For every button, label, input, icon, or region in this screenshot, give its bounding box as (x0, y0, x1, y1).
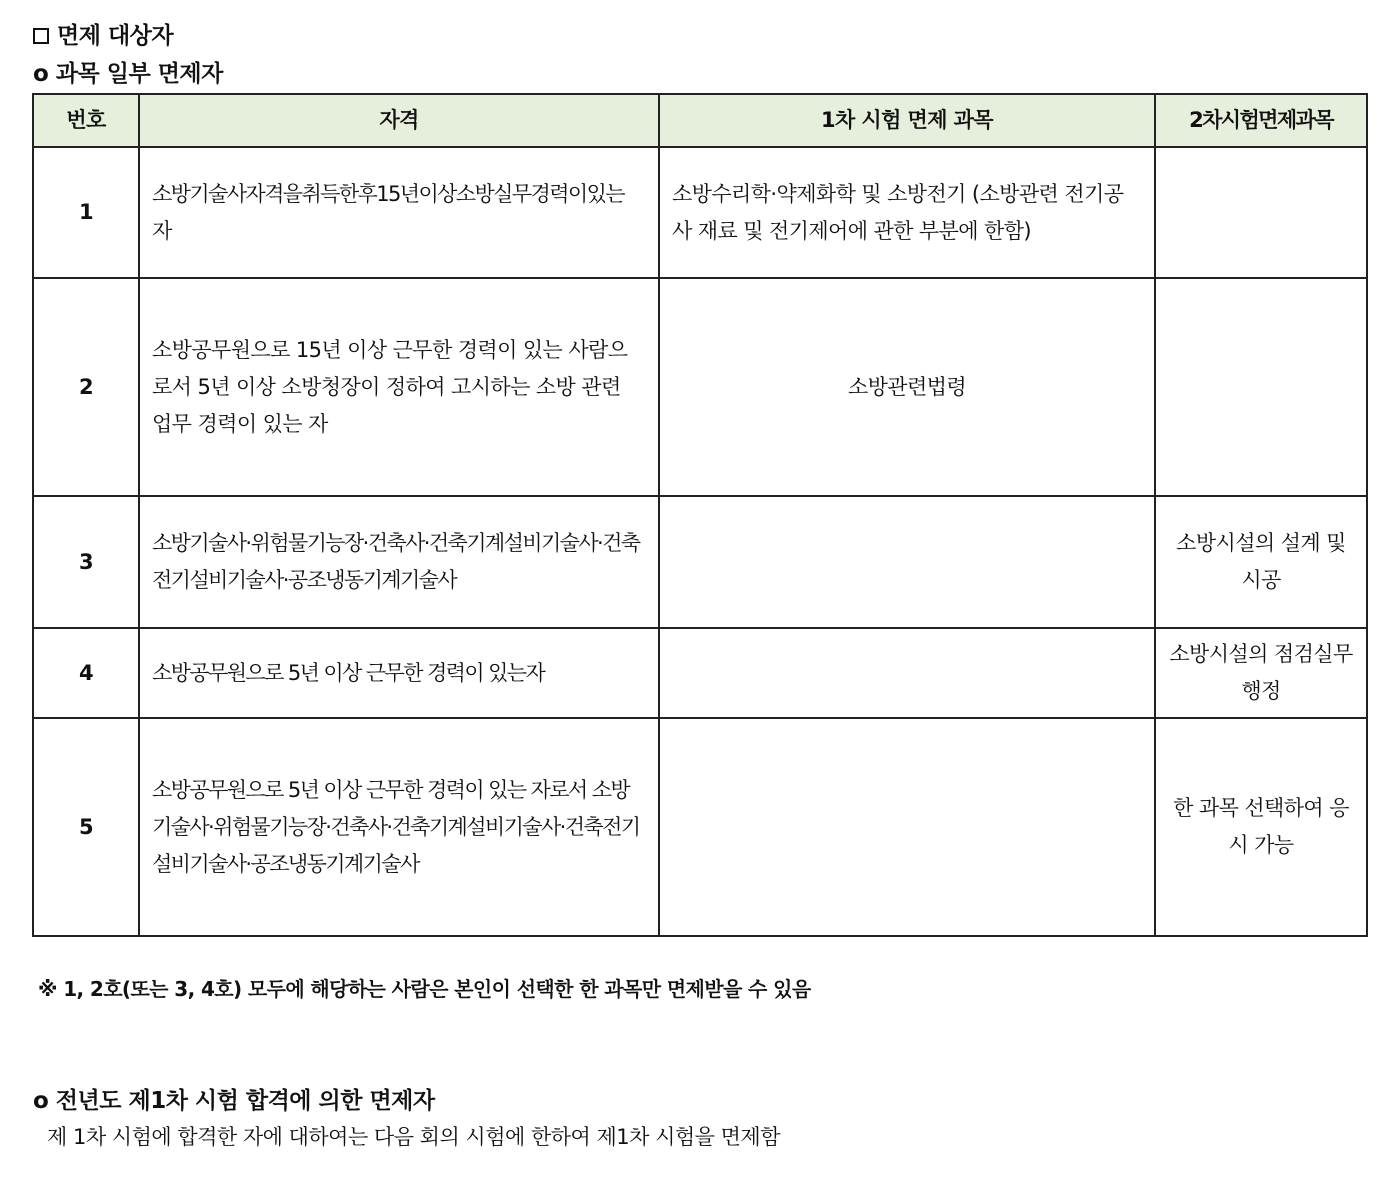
section-title (33, 17, 173, 50)
cell-qualification: 소방공무원으로 15년 이상 근무한 경력이 있는 사람으로서 5년 이상 소방청장이 정하여 고시하는 소방 관련 업무 경력이 있는 자 (139, 278, 659, 496)
cell-no: 4 (33, 628, 139, 718)
cell-second-exam (1155, 147, 1367, 278)
cell-second-exam: 소방시설의 점검실무 행정 (1155, 628, 1367, 718)
cell-second-exam: 소방시설의 설계 및 시공 (1155, 496, 1367, 628)
header-no: 번호 (33, 94, 139, 147)
cell-first-exam: 소방수리학·약제화학 및 소방전기 (소방관련 전기공사 재료 및 전기제어에 관한 부분에 한함) (659, 147, 1155, 278)
table-row (33, 278, 1367, 496)
cell-qualification: 소방기술사자격을취득한후15년이상소방실무경력이있는 자 (139, 147, 659, 278)
checkbox-square-icon (33, 28, 49, 44)
exemption-note: ※ 1, 2호(또는 3, 4호) 모두에 해당하는 사람은 본인이 선택한 한 과목만 면제받을 수 있음 (38, 977, 811, 1001)
cell-first-exam (659, 718, 1155, 936)
header-first-exam: 1차 시험 면제 과목 (659, 94, 1155, 147)
table-row (33, 496, 1367, 628)
table-row (33, 718, 1367, 936)
cell-first-exam: 소방관련법령 (659, 278, 1155, 496)
table-row (33, 628, 1367, 718)
subsection-body-text: 제 1차 시험에 합격한 자에 대하여는 다음 회의 시험에 한하여 제1차 시험을 면제함 (47, 1125, 780, 1149)
cell-first-exam (659, 628, 1155, 718)
cell-no: 2 (33, 278, 139, 496)
cell-second-exam: 한 과목 선택하여 응시 가능 (1155, 718, 1367, 936)
cell-no: 3 (33, 496, 139, 628)
cell-no: 5 (33, 718, 139, 936)
cell-qualification: 소방공무원으로 5년 이상 근무한 경력이 있는 자로서 소방기술사·위험물기능장·건축사·건축기계설비기술사·건축전기설비기술사·공조냉동기계기술사 (139, 718, 659, 936)
exemption-table (32, 93, 1368, 937)
subsection-title-prior-pass: o 전년도 제1차 시험 합격에 의한 면제자 (33, 1088, 435, 1114)
subsection-title-partial-exemption: o 과목 일부 면제자 (33, 61, 223, 87)
cell-qualification: 소방공무원으로 5년 이상 근무한 경력이 있는자 (139, 628, 659, 718)
section-title-text: 면제 대상자 (57, 23, 174, 49)
header-qualification: 자격 (139, 94, 659, 147)
table-header-row (33, 94, 1367, 147)
cell-qualification: 소방기술사·위험물기능장·건축사·건축기계설비기술사·건축전기설비기술사·공조냉동기계기술사 (139, 496, 659, 628)
cell-second-exam (1155, 278, 1367, 496)
cell-no: 1 (33, 147, 139, 278)
cell-first-exam (659, 496, 1155, 628)
header-second-exam: 2차시험면제과목 (1155, 94, 1367, 147)
table-row (33, 147, 1367, 278)
